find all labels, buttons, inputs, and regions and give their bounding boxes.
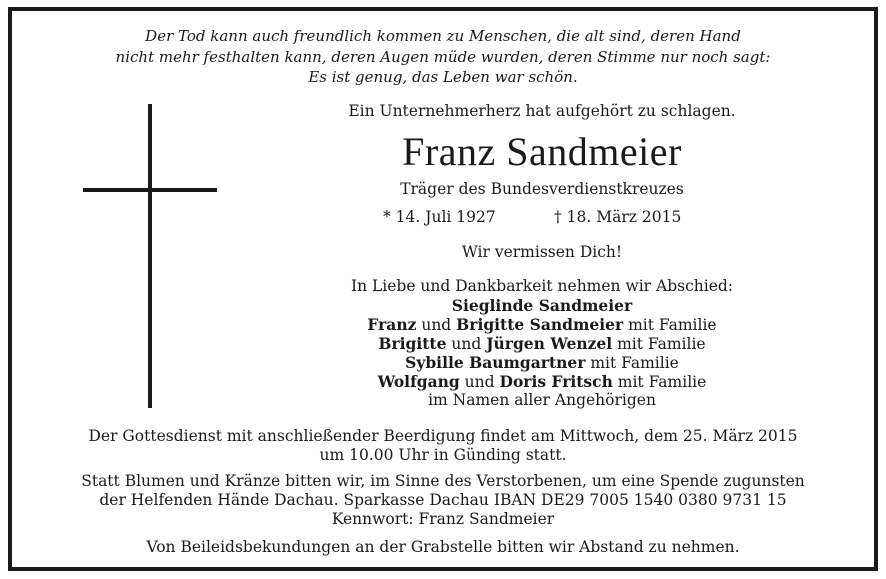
obituary-card [8,7,878,571]
service-line-2: um 10.00 Uhr in Günding statt. [319,446,567,464]
mourner-line-5: Wolfgang und Doris Fritsch mit Familie [377,372,707,391]
farewell-text: In Liebe und Dankbarkeit nehmen wir Abschied: [350,277,734,295]
mourner-name: Sieglinde Sandmeier [451,296,633,315]
mourner-name: Wolfgang [377,372,460,391]
honor-text: Träger des Bundesverdienstkreuzes [400,180,684,198]
mourner-line-2: Franz und Brigitte Sandmeier mit Familie [367,315,717,334]
mourner-name: Brigitte [378,334,447,353]
donation-line-3: Kennwort: Franz Sandmeier [331,510,555,528]
mourner-line-3: Brigitte und Jürgen Wenzel mit Familie [378,334,706,353]
all-relatives-text: im Namen aller Angehörigen [428,391,656,409]
mourner-name: Doris Fritsch [499,372,613,391]
quote-line-3: Es ist genug, das Leben war schön. [308,68,578,86]
condolence-text: Von Beileidsbekundungen an der Grabstelle bitten wir Abstand zu nehmen. [146,538,740,556]
quote-line-1: Der Tod kann auch freundlich kommen zu Menschen, die alt sind, deren Hand [145,27,741,45]
service-line-1: Der Gottesdienst mit anschließender Beerdigung findet am Mittwoch, dem 25. März 2015 [88,427,798,445]
mourner-line-1 [267,296,817,316]
intro-text: Ein Unternehmerherz hat aufgehört zu schlagen. [348,102,736,120]
mourner-name: Sybille Baumgartner [405,353,586,372]
mourner-line-4: Sybille Baumgartner mit Familie [405,353,679,372]
mourner-name: Jürgen Wenzel [486,334,613,353]
death-date: † 18. März 2015 [554,208,682,226]
mourner-name: Franz [367,315,417,334]
donation-line-2: der Helfenden Hände Dachau. Sparkasse Dachau IBAN DE29 7005 1540 0380 9731 15 [99,491,787,509]
miss-you-text: Wir vermissen Dich! [461,243,623,261]
deceased-name: Franz Sandmeier [402,129,682,174]
mourner-name: Brigitte Sandmeier [456,315,624,334]
donation-line-1: Statt Blumen und Kränze bitten wir, im Sinne des Verstorbenen, um eine Spende zugunsten [81,472,805,490]
birth-date: * 14. Juli 1927 [383,208,496,226]
quote-line-2: nicht mehr festhalten kann, deren Augen müde wurden, deren Stimme nur noch sagt: [115,48,771,66]
cross-icon [148,104,152,408]
cross-icon-bar [83,188,217,192]
